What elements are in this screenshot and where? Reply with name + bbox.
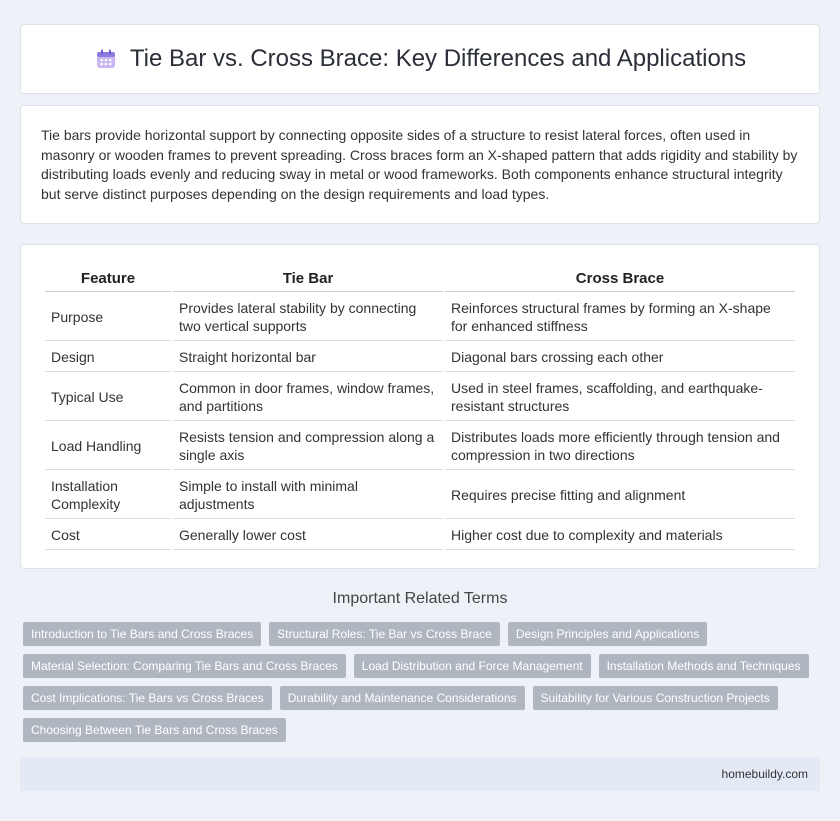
page-title [94, 45, 746, 73]
related-tag[interactable]: Suitability for Various Construction Projects [533, 686, 778, 710]
comparison-table [43, 265, 797, 552]
table-row [45, 294, 795, 341]
calendar-icon [94, 47, 118, 71]
comparison-card [20, 244, 820, 569]
footer-site[interactable]: homebuildy.com [721, 767, 808, 781]
related-tag[interactable]: Load Distribution and Force Management [354, 654, 591, 678]
tie-bar-cell: Generally lower cost [173, 521, 443, 550]
feature-cell: Typical Use [45, 374, 171, 421]
cross-brace-cell: Distributes loads more efficiently through tension and compression in two directions [445, 423, 795, 470]
related-tag[interactable]: Introduction to Tie Bars and Cross Braces [23, 622, 261, 646]
tie-bar-cell: Common in door frames, window frames, and partitions [173, 374, 443, 421]
feature-cell: Installation Complexity [45, 472, 171, 519]
footer [20, 757, 820, 791]
cross-brace-cell: Requires precise fitting and alignment [445, 472, 795, 519]
header-tie-bar: Tie Bar [173, 267, 443, 292]
related-tag[interactable]: Design Principles and Applications [508, 622, 707, 646]
table-row [45, 423, 795, 470]
tie-bar-cell: Straight horizontal bar [173, 343, 443, 372]
related-terms-tags [20, 622, 820, 742]
related-tag[interactable]: Installation Methods and Techniques [599, 654, 809, 678]
intro-card [20, 105, 820, 224]
related-tag[interactable]: Material Selection: Comparing Tie Bars and Cross Braces [23, 654, 346, 678]
page-title-text: Tie Bar vs. Cross Brace: Key Differences and Applications [129, 45, 747, 72]
tie-bar-cell: Resists tension and compression along a single axis [173, 423, 443, 470]
feature-cell: Load Handling [45, 423, 171, 470]
tie-bar-cell: Provides lateral stability by connecting two vertical supports [173, 294, 443, 341]
cross-brace-cell: Diagonal bars crossing each other [445, 343, 795, 372]
title-card [20, 24, 820, 94]
tie-bar-cell: Simple to install with minimal adjustments [173, 472, 443, 519]
feature-cell: Design [45, 343, 171, 372]
table-header-row [45, 267, 795, 292]
related-tag[interactable]: Structural Roles: Tie Bar vs Cross Brace [269, 622, 500, 646]
feature-cell: Cost [45, 521, 171, 550]
related-terms-title: Important Related Terms [332, 590, 508, 607]
table-row [45, 521, 795, 550]
table-row [45, 472, 795, 519]
table-row [45, 374, 795, 421]
cross-brace-cell: Used in steel frames, scaffolding, and earthquake-resistant structures [445, 374, 795, 421]
feature-cell: Purpose [45, 294, 171, 341]
related-tag[interactable]: Choosing Between Tie Bars and Cross Braces [23, 718, 286, 742]
related-tag[interactable]: Cost Implications: Tie Bars vs Cross Braces [23, 686, 272, 710]
header-cross-brace: Cross Brace [445, 267, 795, 292]
header-feature: Feature [45, 267, 171, 292]
intro-paragraph: Tie bars provide horizontal support by connecting opposite sides of a structure to resist lateral forces, often used in masonry or wooden frames to prevent spreading. Cross braces form an X-shaped pattern that adds rigidity and stability by distributing loads evenly and reducing sway in metal or wood frameworks. Both components enhance structural integrity but serve distinct purposes depending on the design requirements and load types. [41, 127, 798, 202]
related-tag[interactable]: Durability and Maintenance Considerations [280, 686, 525, 710]
cross-brace-cell: Higher cost due to complexity and materials [445, 521, 795, 550]
table-row [45, 343, 795, 372]
cross-brace-cell: Reinforces structural frames by forming an X-shape for enhanced stiffness [445, 294, 795, 341]
